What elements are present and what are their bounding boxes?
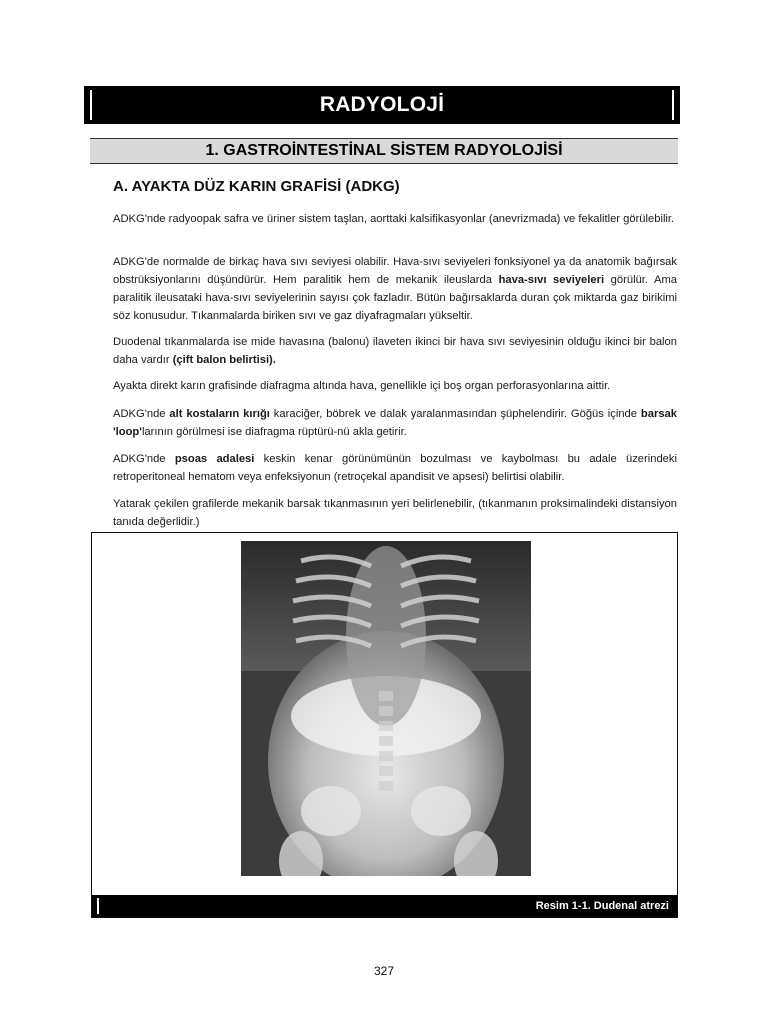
paragraph-5-text-a: ADKG'nde	[113, 408, 170, 420]
paragraph-2-bold: hava-sıvı seviyeleri	[498, 274, 605, 286]
paragraph-2	[113, 253, 677, 325]
paragraph-3-bold: (çift balon belirtisi).	[172, 354, 276, 366]
paragraph-5-bold-1: alt kostaların kırığı	[169, 408, 270, 420]
paragraph-6	[113, 450, 677, 486]
paragraph-6-bold: psoas adalesi	[174, 453, 255, 465]
chapter-title-bar	[84, 86, 680, 124]
paragraph-3-text-a: Duodenal tıkanmalarda ise mide havasına (balonu) ilaveten ikinci bir hava sıvı seviyesinin olduğu ikinci bir balon daha vardır	[113, 336, 677, 366]
paragraph-2-text-c: görülür. Ama paralitik ileusataki hava-sıvı seviyelerinin sayısı çok fazladır. Bütün bağırsaklarda duran çok miktarda gaz birikimi söz konusudur. Tıkanmalarda biriken sıvı ve gaz diyafragmaları yükseltir.	[113, 274, 677, 322]
paragraph-4-text: Ayakta direkt karın grafisinde diafragma altında hava, genellikle içi boş organ perforasyonlarına aittir.	[113, 380, 611, 392]
paragraph-3	[113, 333, 677, 369]
paragraph-1	[113, 210, 677, 228]
xray-image	[241, 541, 531, 891]
paragraph-4	[113, 377, 677, 395]
figure-caption: Resim 1-1. Dudenal atrezi	[535, 900, 669, 912]
paragraph-6-text-c: keskin kenar görünümünün bozulması ve kaybolması bu adale üzerindeki retroperitoneal hematom veya enfeksiyonun (retroçekal apandisit ve apsesi) belirtisi olabilir.	[113, 453, 677, 483]
paragraph-5-text-c: karaciğer, böbrek ve dalak yaralanmasından şüphelendirir. Göğüs içinde	[269, 408, 641, 420]
subsection-title: A. AYAKTA DÜZ KARIN GRAFİSİ (ADKG)	[113, 178, 400, 195]
paragraph-5-text-e: larının görülmesi ise diafragma rüptürü-nü akla getirir.	[141, 426, 407, 438]
paragraph-5-bold-2: barsak 'loop'	[113, 408, 677, 438]
page-number: 327	[373, 964, 395, 978]
paragraph-1-text: ADKG'nde radyoopak safra ve üriner sistem taşlan, aorttaki kalsifikasyonlar (anevrizmada) ve fekalitler görülebilir.	[113, 213, 675, 225]
paragraph-2-text-a: ADKG'de normalde de birkaç hava sıvı seviyesi olabilir. Hava-sıvı seviyeleri fonksiyonel ya da anatomik bağırsak obstrüksiyonlarını düşündürür. Hem paralitik hem de mekanik ileuslarda	[113, 256, 677, 286]
paragraph-7	[113, 495, 677, 531]
section-title: 1. GASTROİNTESTİNAL SİSTEM RADYOLOJİSİ	[90, 138, 678, 164]
chapter-title: RADYOLOJİ	[319, 93, 445, 116]
paragraph-6-text-a: ADKG'nde	[113, 453, 175, 465]
figure-caption-bar	[92, 895, 677, 917]
caption-bar-rule	[97, 898, 99, 914]
paragraph-5	[113, 405, 677, 441]
figure-frame	[91, 532, 678, 918]
paragraph-7-text: Yatarak çekilen grafilerde mekanik barsak tıkanmasının yeri belirlenebilir, (tıkanmanın proksimalindeki distansiyon tanıda değerlidir.)	[113, 498, 677, 528]
